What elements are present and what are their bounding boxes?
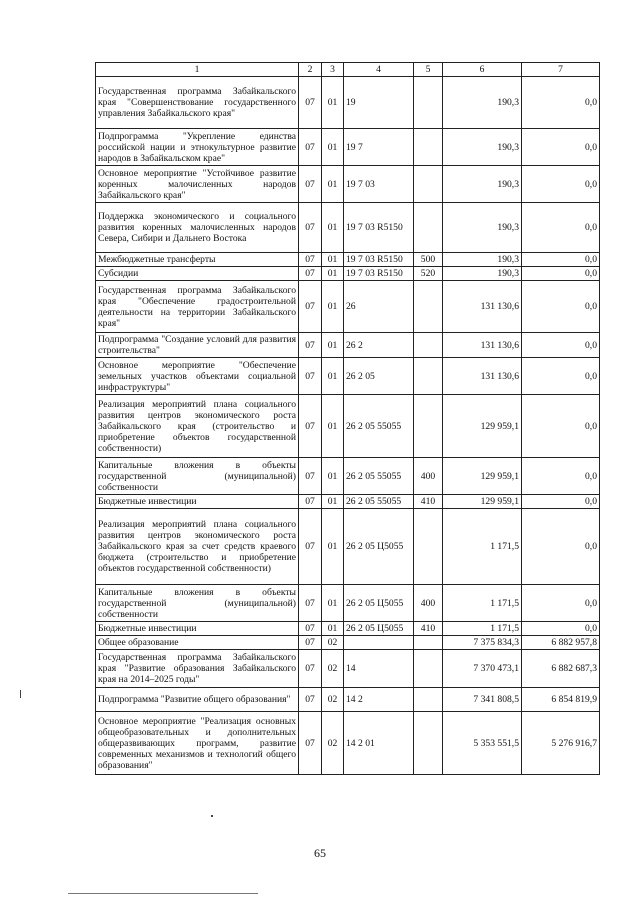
expense-type-cell [414, 281, 443, 333]
row-name-cell: Общее образование [96, 636, 299, 650]
table-row [96, 333, 600, 358]
stray-mark [211, 815, 213, 817]
amount-2021-cell: 190,3 [443, 253, 522, 267]
table-row [96, 203, 600, 253]
row-name-cell: Бюджетные инвестиции [96, 622, 299, 636]
table-row [96, 712, 600, 775]
row-name-cell: Бюджетные инвестиции [96, 495, 299, 509]
subsection-code-cell: 01 [322, 458, 344, 495]
row-name-cell: Основное мероприятие "Устойчивое развитие коренных малочисленных народов Забайкальского края" [96, 166, 299, 203]
subsection-code-cell: 02 [322, 636, 344, 650]
row-name-cell: Основное мероприятие "Реализация основных общеобразовательных и дополнительных общеразвивающих программ, развитие современных механизмов и технологий общего образования" [96, 712, 299, 775]
stray-mark [20, 690, 21, 698]
expense-type-cell [414, 129, 443, 166]
expense-type-cell: 400 [414, 585, 443, 622]
table-row [96, 358, 600, 395]
row-name-cell: Государственная программа Забайкальского края "Развитие образования Забайкальского края на 2014–2025 годы" [96, 650, 299, 688]
row-name-cell: Капитальные вложения в объекты государственной (муниципальной) собственности [96, 458, 299, 495]
target-article-cell: 26 2 05 [344, 358, 414, 395]
section-code-cell: 07 [299, 650, 322, 688]
expense-type-cell [414, 395, 443, 458]
section-code-cell: 07 [299, 636, 322, 650]
table-row [96, 585, 600, 622]
subsection-code-cell: 02 [322, 688, 344, 712]
header-cell: 5 [414, 63, 443, 77]
target-article-cell: 26 2 05 Ц5055 [344, 622, 414, 636]
target-article-cell: 26 2 05 55055 [344, 395, 414, 458]
row-name-cell: Субсидии [96, 267, 299, 281]
row-name-cell: Основное мероприятие "Обеспечение земельных участков объектами социальной инфраструктуры" [96, 358, 299, 395]
target-article-cell: 26 2 [344, 333, 414, 358]
amount-2022-cell: 0,0 [522, 203, 600, 253]
header-cell: 2 [299, 63, 322, 77]
amount-2022-cell: 0,0 [522, 129, 600, 166]
target-article-cell: 19 7 03 [344, 166, 414, 203]
subsection-code-cell: 01 [322, 333, 344, 358]
amount-2021-cell: 190,3 [443, 267, 522, 281]
row-name-cell: Подпрограмма "Укрепление единства российской нации и этнокультурное развитие народов в Забайкальском крае" [96, 129, 299, 166]
table-row [96, 395, 600, 458]
section-code-cell: 07 [299, 333, 322, 358]
subsection-code-cell: 01 [322, 281, 344, 333]
expense-type-cell [414, 712, 443, 775]
target-article-cell: 19 [344, 77, 414, 129]
table-row [96, 281, 600, 333]
expense-type-cell: 410 [414, 622, 443, 636]
section-code-cell: 07 [299, 77, 322, 129]
amount-2021-cell: 190,3 [443, 166, 522, 203]
subsection-code-cell: 01 [322, 395, 344, 458]
section-code-cell: 07 [299, 458, 322, 495]
table-row [96, 458, 600, 495]
target-article-cell: 26 2 05 Ц5055 [344, 585, 414, 622]
table-row [96, 509, 600, 585]
table-row [96, 166, 600, 203]
amount-2022-cell: 6 854 819,9 [522, 688, 600, 712]
expense-type-cell: 400 [414, 458, 443, 495]
amount-2021-cell: 129 959,1 [443, 495, 522, 509]
expense-type-cell [414, 509, 443, 585]
header-cell: 3 [322, 63, 344, 77]
expense-type-cell [414, 650, 443, 688]
subsection-code-cell: 02 [322, 712, 344, 775]
subsection-code-cell: 01 [322, 203, 344, 253]
amount-2022-cell: 0,0 [522, 166, 600, 203]
row-name-cell: Государственная программа Забайкальского края "Обеспечение градостроительной деятельности на территории Забайкальского края" [96, 281, 299, 333]
section-code-cell: 07 [299, 712, 322, 775]
section-code-cell: 07 [299, 358, 322, 395]
subsection-code-cell: 01 [322, 166, 344, 203]
expense-type-cell [414, 333, 443, 358]
target-article-cell: 26 [344, 281, 414, 333]
target-article-cell: 19 7 03 R5150 [344, 203, 414, 253]
expense-type-cell: 520 [414, 267, 443, 281]
page-number: 65 [314, 846, 326, 860]
expense-type-cell: 410 [414, 495, 443, 509]
target-article-cell: 26 2 05 55055 [344, 495, 414, 509]
section-code-cell: 07 [299, 166, 322, 203]
expense-type-cell [414, 358, 443, 395]
amount-2021-cell: 1 171,5 [443, 585, 522, 622]
section-code-cell: 07 [299, 129, 322, 166]
table-row [96, 622, 600, 636]
row-name-cell: Реализация мероприятий плана социального развития центров экономического роста Забайкальского края (строительство и приобретение объектов государственной собственности) [96, 395, 299, 458]
table-row [96, 636, 600, 650]
target-article-cell: 26 2 05 55055 [344, 458, 414, 495]
row-name-cell: Подпрограмма "Развитие общего образования" [96, 688, 299, 712]
row-name-cell: Поддержка экономического и социального развития коренных малочисленных народов Севера, Сибири и Дальнего Востока [96, 203, 299, 253]
table-row [96, 129, 600, 166]
subsection-code-cell: 01 [322, 495, 344, 509]
expense-type-cell [414, 166, 443, 203]
section-code-cell: 07 [299, 509, 322, 585]
row-name-cell: Межбюджетные трансферты [96, 253, 299, 267]
amount-2021-cell: 1 171,5 [443, 509, 522, 585]
section-code-cell: 07 [299, 267, 322, 281]
amount-2022-cell: 0,0 [522, 585, 600, 622]
section-code-cell: 07 [299, 585, 322, 622]
amount-2022-cell: 0,0 [522, 281, 600, 333]
amount-2021-cell: 131 130,6 [443, 333, 522, 358]
header-row [96, 63, 600, 77]
row-name-cell: Подпрограмма "Создание условий для развития строительства" [96, 333, 299, 358]
amount-2021-cell: 190,3 [443, 203, 522, 253]
amount-2021-cell: 131 130,6 [443, 358, 522, 395]
amount-2022-cell: 0,0 [522, 333, 600, 358]
row-name-cell: Государственная программа Забайкальского края "Совершенствование государственного управления Забайкальского края" [96, 77, 299, 129]
section-code-cell: 07 [299, 203, 322, 253]
subsection-code-cell: 01 [322, 77, 344, 129]
subsection-code-cell: 02 [322, 650, 344, 688]
table-row [96, 650, 600, 688]
amount-2022-cell: 0,0 [522, 77, 600, 129]
amount-2021-cell: 129 959,1 [443, 458, 522, 495]
section-code-cell: 07 [299, 495, 322, 509]
target-article-cell: 14 [344, 650, 414, 688]
target-article-cell: 19 7 03 R5150 [344, 253, 414, 267]
subsection-code-cell: 01 [322, 253, 344, 267]
row-name-cell: Капитальные вложения в объекты государственной (муниципальной) собственности [96, 585, 299, 622]
subsection-code-cell: 01 [322, 267, 344, 281]
amount-2022-cell: 0,0 [522, 253, 600, 267]
amount-2021-cell: 190,3 [443, 129, 522, 166]
header-cell: 1 [96, 63, 299, 77]
amount-2022-cell: 0,0 [522, 267, 600, 281]
header-cell: 7 [522, 63, 600, 77]
subsection-code-cell: 01 [322, 358, 344, 395]
amount-2022-cell: 6 882 687,3 [522, 650, 600, 688]
amount-2021-cell: 1 171,5 [443, 622, 522, 636]
table-row [96, 253, 600, 267]
header-cell: 6 [443, 63, 522, 77]
subsection-code-cell: 01 [322, 509, 344, 585]
header-cell: 4 [344, 63, 414, 77]
amount-2022-cell: 6 882 957,8 [522, 636, 600, 650]
subsection-code-cell: 01 [322, 129, 344, 166]
section-code-cell: 07 [299, 253, 322, 267]
amount-2021-cell: 7 341 808,5 [443, 688, 522, 712]
subsection-code-cell: 01 [322, 585, 344, 622]
section-code-cell: 07 [299, 281, 322, 333]
amount-2022-cell: 0,0 [522, 458, 600, 495]
amount-2021-cell: 5 353 551,5 [443, 712, 522, 775]
amount-2021-cell: 7 370 473,1 [443, 650, 522, 688]
target-article-cell [344, 636, 414, 650]
row-name-cell: Реализация мероприятий плана социального развития центров экономического роста Забайкальского края за счет средств краевого бюджета (строительство и приобретение объектов государственной собственности) [96, 509, 299, 585]
budget-table [95, 62, 600, 775]
subsection-code-cell: 01 [322, 622, 344, 636]
amount-2021-cell: 129 959,1 [443, 395, 522, 458]
table-row [96, 688, 600, 712]
amount-2021-cell: 131 130,6 [443, 281, 522, 333]
amount-2022-cell: 0,0 [522, 358, 600, 395]
table-row [96, 77, 600, 129]
expense-type-cell [414, 203, 443, 253]
target-article-cell: 19 7 03 R5150 [344, 267, 414, 281]
amount-2022-cell: 0,0 [522, 395, 600, 458]
section-code-cell: 07 [299, 622, 322, 636]
expense-type-cell: 500 [414, 253, 443, 267]
table-row [96, 267, 600, 281]
amount-2022-cell: 0,0 [522, 622, 600, 636]
target-article-cell: 19 7 [344, 129, 414, 166]
expense-type-cell [414, 636, 443, 650]
target-article-cell: 14 2 01 [344, 712, 414, 775]
amount-2022-cell: 0,0 [522, 509, 600, 585]
expense-type-cell [414, 688, 443, 712]
table-row [96, 495, 600, 509]
amount-2021-cell: 7 375 834,3 [443, 636, 522, 650]
section-code-cell: 07 [299, 395, 322, 458]
section-code-cell: 07 [299, 688, 322, 712]
target-article-cell: 26 2 05 Ц5055 [344, 509, 414, 585]
expense-type-cell [414, 77, 443, 129]
amount-2022-cell: 5 276 916,7 [522, 712, 600, 775]
stray-mark [68, 893, 258, 894]
target-article-cell: 14 2 [344, 688, 414, 712]
amount-2022-cell: 0,0 [522, 495, 600, 509]
amount-2021-cell: 190,3 [443, 77, 522, 129]
